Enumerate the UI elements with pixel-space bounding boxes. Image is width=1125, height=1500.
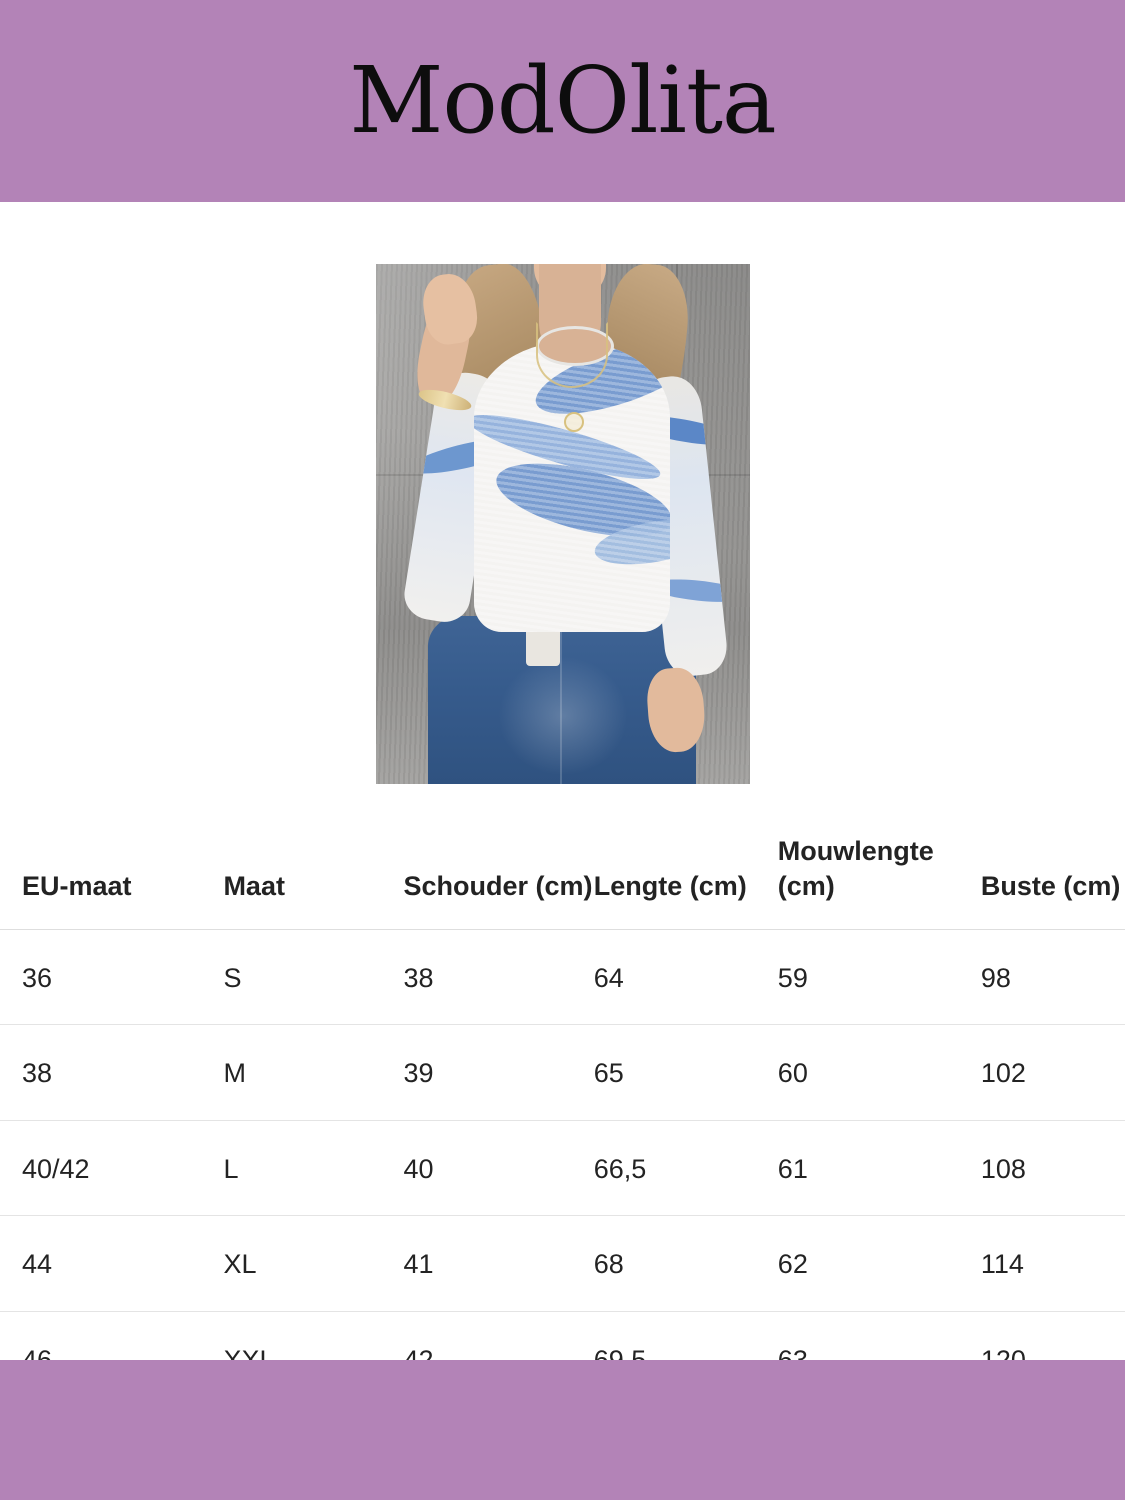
cell-schouder: 38 (404, 930, 594, 1025)
table-row (0, 1025, 1125, 1120)
cell-maat: M (223, 1025, 403, 1120)
cell-lengte: 68 (594, 1216, 778, 1311)
brand-logo: ModΟlita (349, 47, 776, 154)
column-header-maat: Maat (223, 834, 403, 930)
size-table-body (0, 930, 1125, 1406)
page-footer (0, 1360, 1125, 1500)
cell-schouder: 40 (404, 1120, 594, 1215)
cell-buste: 108 (981, 1120, 1125, 1215)
cell-buste: 114 (981, 1216, 1125, 1311)
cell-buste: 102 (981, 1025, 1125, 1120)
cell-mouwlengte: 62 (778, 1216, 981, 1311)
table-header-row (0, 834, 1125, 930)
cell-schouder: 39 (404, 1025, 594, 1120)
size-table (0, 834, 1125, 1406)
cell-maat: L (223, 1120, 403, 1215)
necklace-chain (536, 322, 608, 388)
cell-lengte: 66,5 (594, 1120, 778, 1215)
necklace-pendant (564, 412, 584, 432)
cell-lengte: 65 (594, 1025, 778, 1120)
cell-mouwlengte: 61 (778, 1120, 981, 1215)
table-row (0, 930, 1125, 1025)
column-header-lengte: Lengte (cm) (594, 834, 778, 930)
size-table-section (0, 834, 1125, 1406)
cell-eu-maat: 40/42 (0, 1120, 223, 1215)
cell-maat: XL (223, 1216, 403, 1311)
cell-eu-maat: 38 (0, 1025, 223, 1120)
size-table-head (0, 834, 1125, 930)
cell-eu-maat: 44 (0, 1216, 223, 1311)
cell-eu-maat: 36 (0, 930, 223, 1025)
column-header-mouwlengte: Mouwlengte (cm) (778, 834, 981, 930)
jeans-fade (498, 656, 628, 776)
cell-lengte: 64 (594, 930, 778, 1025)
cell-mouwlengte: 59 (778, 930, 981, 1025)
table-row (0, 1120, 1125, 1215)
cell-mouwlengte: 60 (778, 1025, 981, 1120)
table-row (0, 1216, 1125, 1311)
cell-maat: S (223, 930, 403, 1025)
product-photo-section (0, 202, 1125, 784)
cell-buste: 98 (981, 930, 1125, 1025)
column-header-eu-maat: EU-maat (0, 834, 223, 930)
column-header-buste: Buste (cm) (981, 834, 1125, 930)
cell-schouder: 41 (404, 1216, 594, 1311)
product-photo (376, 264, 750, 784)
column-header-schouder: Schouder (cm) (404, 834, 594, 930)
brand-header (0, 0, 1125, 202)
